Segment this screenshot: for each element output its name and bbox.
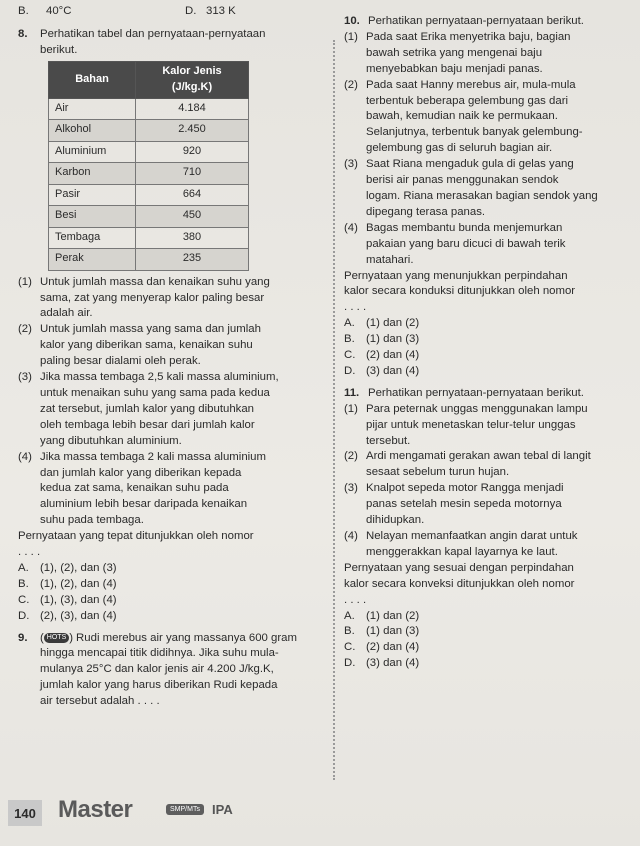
option-text: (1) dan (3) [366, 625, 420, 638]
specific-heat-cell: 710 [136, 163, 249, 185]
statement-line: Jika massa tembaga 2 kali massa aluminium [40, 450, 267, 463]
text-line: mulanya 25°C dan kalor jenis air 4.200 J/kg.K, [40, 663, 274, 676]
column-header: Kalor Jenis (J/kg.K) [136, 61, 249, 98]
question-8-prompt: Pernyataan yang tepat ditunjukkan oleh nomor [18, 530, 254, 543]
statement [344, 30, 634, 78]
answer-option [344, 640, 634, 656]
statement-line: zat tersebut, jumlah kalor yang dibutuhkan [40, 402, 255, 415]
table-row [49, 249, 249, 271]
statement-line: Untuk jumlah massa yang sama dan jumlah [40, 323, 261, 336]
statement-line: panas setelah mesin sepeda motornya [366, 498, 562, 511]
material-cell: Karbon [49, 163, 136, 185]
material-cell: Besi [49, 206, 136, 228]
option-label: D. [344, 657, 356, 670]
specific-heat-table [48, 61, 249, 271]
statement-line: bawah setrika yang mengenai baju [366, 46, 543, 59]
option-text: (1), (2), dan (3) [40, 561, 117, 574]
option-label: C. [18, 593, 30, 606]
brand-logo: Master [58, 796, 133, 823]
table-row [49, 184, 249, 206]
statement-label: (1) [18, 275, 32, 288]
question-number: 8. [18, 28, 28, 40]
option-label: B. [344, 625, 355, 638]
statement-label: (1) [344, 402, 358, 415]
statement-line: Untuk jumlah massa dan kenaikan suhu yang [40, 275, 270, 288]
question-9: 9. ( HOTS ) Rudi merebus air yang massanya 600 gram hingga mencapai titik didihnya. Jika suhu mula- mulanya 25°C dan kalor jenis air 4.200 J/kg.K, jumlah kalor yang harus diberikan Rudi kepada air tersebut adalah . . . . [18, 631, 330, 711]
statement-line: Knalpot sepeda motor Rangga menjadi [366, 482, 564, 495]
statement-line: suhu pada tembaga. [40, 514, 144, 527]
option-label: A. [344, 609, 355, 622]
option-label: B. [18, 577, 29, 590]
material-cell: Alkohol [49, 120, 136, 142]
column-header: Bahan [49, 61, 136, 98]
table-row [49, 163, 249, 185]
intro-line: Perhatikan tabel dan pernyataan-pernyataan [40, 28, 266, 40]
statement-line: dipegang terasa panas. [366, 205, 486, 218]
option-text: (3) dan (4) [366, 364, 420, 377]
statement-label: (3) [18, 371, 32, 384]
statement-line: bawah, kemudian naik ke permukaan. [366, 110, 558, 123]
statement-line: Para peternak unggas menggunakan lampu [366, 402, 588, 415]
statement-line: sama, zat yang menyerap kalor paling besar [40, 291, 265, 304]
statement-line: sesaat sebelum turun hujan. [366, 466, 510, 479]
question-10-prompt: Pernyataan yang menunjukkan perpindahan [344, 269, 568, 282]
statement-line: Nelayan memanfaatkan angin darat untuk [366, 530, 578, 542]
option-text: (3) dan (4) [366, 657, 420, 670]
specific-heat-cell: 920 [136, 141, 249, 163]
statement-label: (4) [344, 221, 358, 234]
option-label: A. [344, 317, 355, 330]
material-cell: Air [49, 98, 136, 120]
statement-line: pakaian yang baru dicuci di bawah terik [366, 237, 566, 250]
option-text: (2), (3), dan (4) [40, 609, 117, 622]
subject-label: IPA [212, 802, 233, 817]
statement [344, 78, 634, 158]
statement [18, 450, 330, 530]
answer-option [344, 656, 634, 672]
blank: . . . . [18, 546, 41, 559]
question-number: 11. [344, 386, 360, 399]
text-line: jumlah kalor yang harus diberikan Rudi kepada [40, 679, 278, 692]
answer-option [18, 577, 330, 593]
statement-label: (1) [344, 30, 358, 43]
right-column [344, 14, 634, 672]
intro-line: Perhatikan pernyataan-pernyataan berikut. [368, 386, 584, 399]
question-11-intro [344, 386, 634, 402]
statement-line: menggerakkan kapal layarnya ke laut. [366, 545, 558, 558]
material-cell: Pasir [49, 184, 136, 206]
option-label: D. [344, 364, 356, 377]
statement-line: kalor yang diberikan sama, kenaikan suhu [40, 339, 253, 352]
answer-option [344, 332, 634, 348]
statement [18, 322, 330, 370]
statement-line: aluminium lebih besar daripada kenaikan [40, 498, 248, 511]
answer-option [18, 561, 330, 577]
question-number: 9. [18, 631, 28, 644]
question-11-prompt: kalor secara konveksi ditunjukkan oleh nomor [344, 577, 575, 590]
table-row [49, 141, 249, 163]
statement-line: matahari. [366, 253, 414, 266]
statement-line: gelembung gas di seluruh bagian air. [366, 142, 553, 155]
specific-heat-cell: 2.450 [136, 120, 249, 142]
page-footer [0, 786, 640, 846]
statement-line: adalah air. [40, 307, 93, 320]
statement-label: (3) [344, 158, 358, 171]
answer-option [18, 609, 330, 625]
blank: . . . . [344, 593, 367, 606]
statement-label: (2) [344, 78, 358, 91]
statement-line: dan jumlah kalor yang diberikan kepada [40, 466, 242, 479]
option-text: (1), (3), dan (4) [40, 593, 117, 606]
statement [344, 157, 634, 221]
blank: . . . . [344, 301, 367, 314]
question-10-prompt: kalor secara konduksi ditunjukkan oleh nomor [344, 285, 576, 298]
option-d-value: 313 K [206, 5, 236, 17]
statement-line: terbentuk beberapa gelembung gas dari [366, 94, 569, 107]
option-b-value: 40°C [46, 5, 72, 17]
statement [344, 529, 634, 561]
statement [344, 481, 634, 529]
statement-line: Ardi mengamati gerakan awan tebal di langit [366, 450, 591, 463]
statement-line: menyebabkan baju menjadi panas. [366, 62, 543, 75]
option-label: D. [18, 609, 30, 622]
question-number: 10. [344, 15, 360, 27]
statement [18, 275, 330, 323]
option-text: (1) dan (2) [366, 609, 420, 622]
statement-line: Jika massa tembaga 2,5 kali massa aluminium, [40, 371, 279, 384]
hots-badge: HOTS [44, 633, 69, 643]
statement-line: kedua zat sama, kenaikan suhu pada [40, 482, 229, 495]
option-label: A. [18, 561, 29, 574]
answer-option [18, 593, 330, 609]
text-line: hingga mencapai titik didihnya. Jika suhu mula- [40, 647, 279, 660]
text-line: Rudi merebus air yang massanya 600 gram [76, 631, 298, 644]
statement-line: Saat Riana mengaduk gula di gelas yang [366, 158, 574, 171]
intro-line: Perhatikan pernyataan-pernyataan berikut. [368, 15, 584, 27]
statement-label: (2) [18, 323, 32, 336]
statement-line: Pada saat Erika menyetrika baju, bagian [366, 30, 571, 43]
option-text: (2) dan (4) [366, 349, 420, 362]
statement-line: untuk menaikan suhu yang sama pada kedua [40, 386, 270, 399]
table-row [49, 227, 249, 249]
statement-line: yang dibutuhkan aluminium. [40, 434, 182, 447]
statement-label: (2) [344, 450, 358, 463]
statement [18, 370, 330, 450]
specific-heat-cell: 4.184 [136, 98, 249, 120]
question-8-intro [18, 27, 330, 43]
statement-line: tersebut. [366, 434, 411, 447]
statement-line: Bagas membantu bunda menjemurkan [366, 221, 563, 234]
answer-option [344, 364, 634, 380]
table-row [49, 98, 249, 120]
option-label: C. [344, 641, 356, 654]
intro-line: berikut. [40, 43, 78, 56]
specific-heat-cell: 235 [136, 249, 249, 271]
statement-line: oleh tembaga lebih besar dari jumlah kalor [40, 418, 255, 431]
answer-option [344, 316, 634, 332]
statement-line: dihidupkan. [366, 514, 425, 527]
answer-option [344, 609, 634, 625]
material-cell: Perak [49, 249, 136, 271]
statement-label: (4) [344, 530, 358, 542]
text-line: air tersebut adalah . . . . [40, 695, 160, 708]
option-text: (1), (2), dan (4) [40, 577, 117, 590]
table-row [49, 206, 249, 228]
material-cell: Tembaga [49, 227, 136, 249]
statement-label: (4) [18, 450, 32, 463]
table-row [49, 120, 249, 142]
table-header-row [49, 61, 249, 98]
column-divider [333, 40, 335, 780]
statement-line: berisi air panas menggunakan sendok [366, 174, 559, 187]
level-badge: SMP/MTs [166, 804, 204, 815]
statement-label: (3) [344, 482, 358, 495]
statement-line: paling besar dialami oleh perak. [40, 355, 201, 368]
statement-line: Pada saat Hanny merebus air, mula-mula [366, 78, 576, 91]
option-label: B. [344, 333, 355, 346]
answer-option [344, 624, 634, 640]
option-b-label: B. [18, 5, 29, 17]
option-d-label: D. [185, 5, 197, 17]
statement-line: Selanjutnya, terbentuk banyak gelembung- [366, 126, 583, 139]
specific-heat-cell: 380 [136, 227, 249, 249]
statement [344, 402, 634, 450]
statement-line: logam. Riana merasakan bagian sendok yang [366, 189, 598, 202]
statement [344, 449, 634, 481]
specific-heat-cell: 450 [136, 206, 249, 228]
page-number: 140 [8, 800, 42, 826]
option-text: (2) dan (4) [366, 641, 420, 654]
material-cell: Aluminium [49, 141, 136, 163]
option-text: (1) dan (2) [366, 317, 420, 330]
statement [344, 221, 634, 269]
statement-line: pijar untuk menetaskan telur-telur unggas [366, 418, 576, 431]
answer-option [344, 348, 634, 364]
question-10-intro [344, 14, 634, 30]
option-label: C. [344, 349, 356, 362]
specific-heat-cell: 664 [136, 184, 249, 206]
option-text: (1) dan (3) [366, 333, 420, 346]
left-column [18, 27, 330, 710]
question-11-prompt: Pernyataan yang sesuai dengan perpindahan [344, 561, 574, 574]
